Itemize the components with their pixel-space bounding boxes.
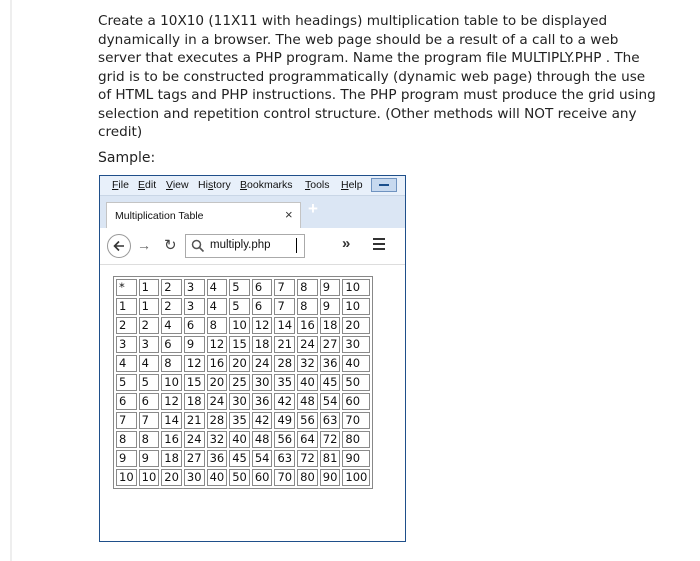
table-cell: 6: [184, 317, 205, 334]
table-cell: 20: [229, 355, 250, 372]
table-cell: 70: [274, 469, 295, 486]
menu-edit[interactable]: Edit: [138, 179, 157, 191]
table-cell: 21: [184, 412, 205, 429]
table-cell: 3: [184, 298, 205, 315]
table-cell: 20: [207, 374, 228, 391]
table-cell: 20: [342, 317, 370, 334]
back-arrow-icon: [112, 239, 126, 253]
table-cell: 18: [320, 317, 341, 334]
overflow-chevron-icon[interactable]: »: [342, 235, 351, 252]
table-cell: 7: [274, 298, 295, 315]
table-cell: 8: [297, 298, 318, 315]
table-cell: 16: [161, 431, 182, 448]
table-cell: 10: [229, 317, 250, 334]
table-cell: 14: [274, 317, 295, 334]
table-cell: 14: [161, 412, 182, 429]
table-cell: 4: [139, 355, 160, 372]
table-cell: 100: [342, 469, 370, 486]
table-cell: 2: [161, 279, 182, 296]
tab-multiplication-table[interactable]: [106, 202, 301, 228]
table-cell: 4: [161, 317, 182, 334]
table-cell: 32: [297, 355, 318, 372]
table-cell: 36: [320, 355, 341, 372]
minimize-button[interactable]: [371, 178, 397, 192]
table-cell: 30: [252, 374, 273, 391]
table-cell: 4: [207, 298, 228, 315]
table-cell: 27: [320, 336, 341, 353]
table-row: [116, 450, 370, 467]
table-cell: 25: [229, 374, 250, 391]
table-cell: 36: [252, 393, 273, 410]
table-cell: 36: [207, 450, 228, 467]
table-cell: 1: [116, 298, 137, 315]
table-cell: 35: [229, 412, 250, 429]
back-button[interactable]: [107, 234, 131, 258]
nav-bar: [100, 228, 405, 265]
table-cell: 6: [252, 279, 273, 296]
menu-history[interactable]: History: [198, 179, 231, 191]
new-tab-icon[interactable]: +: [308, 199, 318, 218]
table-cell: 1: [139, 279, 160, 296]
table-cell: 10: [139, 469, 160, 486]
table-cell: 9: [320, 279, 341, 296]
table-cell: 35: [274, 374, 295, 391]
table-cell: 24: [297, 336, 318, 353]
table-cell: 9: [139, 450, 160, 467]
table-cell: 30: [229, 393, 250, 410]
table-cell: 7: [139, 412, 160, 429]
table-cell: 24: [184, 431, 205, 448]
menu-bookmarks[interactable]: Bookmarks: [240, 179, 293, 191]
search-icon: [191, 239, 205, 253]
table-cell: 81: [320, 450, 341, 467]
table-cell: 40: [297, 374, 318, 391]
table-cell: 60: [252, 469, 273, 486]
table-cell: 12: [207, 336, 228, 353]
table-cell: 56: [297, 412, 318, 429]
tab-strip: [100, 196, 405, 228]
table-cell: 28: [207, 412, 228, 429]
minimize-icon: [379, 184, 389, 186]
table-cell: 18: [252, 336, 273, 353]
table-cell: 30: [184, 469, 205, 486]
table-cell: 10: [161, 374, 182, 391]
table-row: [116, 355, 370, 372]
table-cell: 30: [342, 336, 370, 353]
text-caret: [296, 238, 297, 253]
menu-view[interactable]: View: [166, 179, 189, 191]
sample-label: Sample:: [98, 150, 156, 166]
table-cell: 15: [184, 374, 205, 391]
table-cell: 5: [229, 298, 250, 315]
table-cell: 10: [342, 298, 370, 315]
menu-file[interactable]: File: [112, 179, 129, 191]
table-cell: 21: [274, 336, 295, 353]
table-cell: 8: [116, 431, 137, 448]
table-cell: 24: [207, 393, 228, 410]
table-row: [116, 317, 370, 334]
table-cell: 9: [116, 450, 137, 467]
table-cell: 54: [252, 450, 273, 467]
table-cell: 3: [184, 279, 205, 296]
table-cell: *: [116, 279, 137, 296]
table-row: [116, 431, 370, 448]
table-cell: 63: [274, 450, 295, 467]
table-cell: 15: [229, 336, 250, 353]
table-row: [116, 336, 370, 353]
table-cell: 63: [320, 412, 341, 429]
table-cell: 72: [320, 431, 341, 448]
table-cell: 12: [252, 317, 273, 334]
close-tab-icon[interactable]: ×: [285, 207, 293, 222]
table-cell: 2: [139, 317, 160, 334]
table-cell: 28: [274, 355, 295, 372]
table-cell: 5: [229, 279, 250, 296]
table-cell: 56: [274, 431, 295, 448]
table-cell: 80: [297, 469, 318, 486]
table-cell: 8: [207, 317, 228, 334]
table-cell: 3: [139, 336, 160, 353]
menu-tools[interactable]: Tools: [305, 179, 330, 191]
table-cell: 80: [342, 431, 370, 448]
table-cell: 42: [274, 393, 295, 410]
table-cell: 90: [342, 450, 370, 467]
table-cell: 9: [184, 336, 205, 353]
table-row: [116, 469, 370, 486]
table-cell: 8: [297, 279, 318, 296]
table-cell: 27: [184, 450, 205, 467]
table-cell: 7: [274, 279, 295, 296]
table-cell: 72: [297, 450, 318, 467]
table-cell: 48: [297, 393, 318, 410]
table-row: [116, 393, 370, 410]
table-cell: 45: [320, 374, 341, 391]
table-cell: 32: [207, 431, 228, 448]
table-cell: 16: [207, 355, 228, 372]
table-cell: 12: [184, 355, 205, 372]
table-cell: 20: [161, 469, 182, 486]
table-cell: 54: [320, 393, 341, 410]
menu-help[interactable]: Help: [341, 179, 363, 191]
browser-window: [99, 175, 406, 542]
table-cell: 42: [252, 412, 273, 429]
table-cell: 10: [116, 469, 137, 486]
table-row: [116, 374, 370, 391]
table-cell: 50: [342, 374, 370, 391]
table-cell: 18: [161, 450, 182, 467]
table-cell: 2: [161, 298, 182, 315]
table-cell: 6: [252, 298, 273, 315]
table-cell: 1: [139, 298, 160, 315]
table-cell: 45: [229, 450, 250, 467]
multiplication-table: [113, 276, 373, 489]
table-cell: 64: [297, 431, 318, 448]
table-row: [116, 412, 370, 429]
table-cell: 8: [161, 355, 182, 372]
table-cell: 40: [207, 469, 228, 486]
table-cell: 24: [252, 355, 273, 372]
table-cell: 49: [274, 412, 295, 429]
question-text: Create a 10X10 (11X11 with headings) multiplication table to be displayed dynamically in a browser. The web page should be a result of a call to a web server that executes a PHP program. Name the program file MULTIPLY.PHP . The grid is to be constructed programmatically (dynamic web page) through the use of HTML tags and PHP instructions. The PHP program must produce the grid using selection and repetition control structure. (Other methods will NOT receive any credit): [98, 13, 656, 140]
table-cell: 3: [116, 336, 137, 353]
table-cell: 18: [184, 393, 205, 410]
table-row: [116, 298, 370, 315]
table-cell: 7: [116, 412, 137, 429]
table-cell: 4: [116, 355, 137, 372]
table-cell: 2: [116, 317, 137, 334]
table-cell: 12: [161, 393, 182, 410]
table-cell: 5: [116, 374, 137, 391]
table-header-row: [116, 279, 370, 296]
table-cell: 40: [229, 431, 250, 448]
table-cell: 9: [320, 298, 341, 315]
table-cell: 48: [252, 431, 273, 448]
table-cell: 50: [229, 469, 250, 486]
table-cell: 60: [342, 393, 370, 410]
tab-title: Multiplication Table: [115, 210, 204, 222]
table-cell: 40: [342, 355, 370, 372]
table-cell: 8: [139, 431, 160, 448]
table-cell: 4: [207, 279, 228, 296]
table-cell: 16: [297, 317, 318, 334]
url-text: multiply.php: [210, 239, 271, 251]
url-input[interactable]: [185, 234, 305, 258]
forward-arrow-icon[interactable]: →: [137, 237, 151, 253]
reload-icon[interactable]: ↻: [164, 237, 177, 254]
table-cell: 5: [139, 374, 160, 391]
hamburger-menu-icon[interactable]: [373, 238, 385, 253]
page-left-rule: [10, 0, 12, 561]
table-cell: 70: [342, 412, 370, 429]
table-cell: 6: [161, 336, 182, 353]
menu-bar: [100, 176, 405, 196]
table-cell: 6: [116, 393, 137, 410]
table-cell: 6: [139, 393, 160, 410]
table-cell: 10: [342, 279, 370, 296]
table-cell: 90: [320, 469, 341, 486]
